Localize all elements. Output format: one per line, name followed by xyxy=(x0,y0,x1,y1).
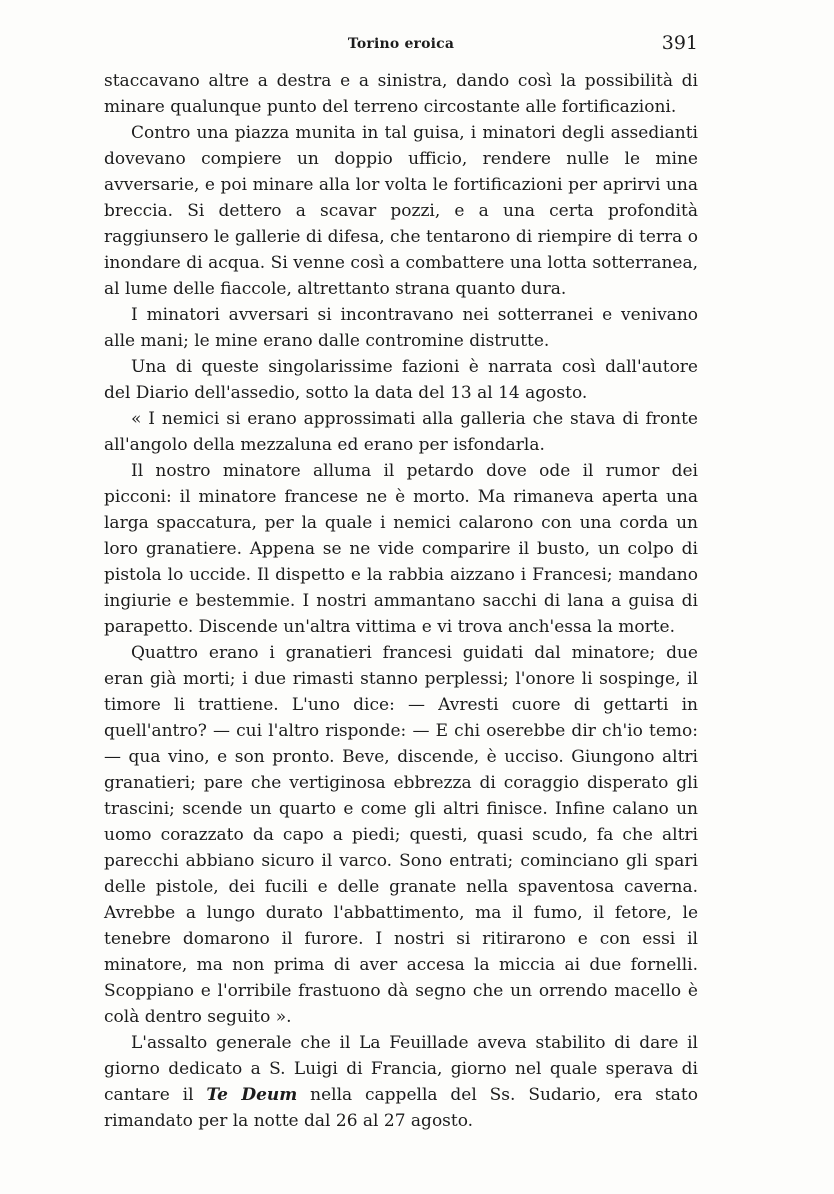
paragraph: I minatori avversari si incontravano nei sotterranei e venivano alle mani; le mine erano dalle contromine distrutte. xyxy=(104,305,698,351)
paragraph xyxy=(104,1030,698,1134)
paragraph: staccavano altre a destra e a sinistra, dando così la possibilità di minare qualunque punto del terreno circostante alle fortificazioni. xyxy=(104,71,698,117)
italic-title: Te Deum xyxy=(206,1085,298,1105)
paragraph: Una di queste singolarissime fazioni è narrata così dall'autore del Diario dell'assedio, sotto la data del 13 al 14 agosto. xyxy=(104,357,698,403)
running-title: Torino eroica xyxy=(347,36,455,52)
paragraph-text: L'assalto generale che il La Feuillade aveva stabilito di dare il giorno dedicato a S. Luigi di Francia, giorno nel quale sperava di cantare il xyxy=(104,1033,698,1105)
quote-paragraph: « I nemici si erano approssimati alla galleria che stava di fronte all'angolo della mezzaluna ed erano per isfondarla. xyxy=(104,409,698,455)
body-text xyxy=(104,68,698,1134)
paragraph-text: nella cappella del Ss. Sudario, era stato rimandato per la notte dal 26 al 27 agosto. xyxy=(104,1085,698,1131)
page-header xyxy=(104,32,698,58)
quote-paragraph: Quattro erano i granatieri francesi guidati dal minatore; due eran già morti; i due rimasti stanno perplessi; l'onore li sospinge, il timore li trattiene. L'uno dice: — Avresti cuore di gettarti in quell'antro? — cui l'altro risponde: — E chi oserebbe dir ch'io temo: — qua vino, e son pronto. Beve, discende, è ucciso. Giungono altri granatieri; pare che vertiginosa ebbrezza di coraggio disperato gli trascini; scende un quarto e come gli altri finisce. Infine calano un uomo corazzato da capo a piedi; questi, quasi scudo, fa che altri parecchi abbiano sicuro il varco. Sono entrati; cominciano gli spari delle pistole, dei fucili e delle granate nella spaventosa caverna. Avrebbe a lungo durato l'abbattimento, ma il fumo, il fetore, le tenebre domarono il furore. I nostri si ritirarono e con essi il minatore, ma non prima di aver accesa la miccia ai due fornelli. Scoppiano e l'orribile frastuono dà segno che un orrendo macello è colà dentro seguito ». xyxy=(104,643,698,1027)
paragraph: Contro una piazza munita in tal guisa, i minatori degli assedianti dovevano compiere un doppio ufficio, rendere nulle le mine avversarie, e poi minare alla lor volta le fortificazioni per aprirvi una breccia. Si dettero a scavar pozzi, e a una certa profondità raggiunsero le gallerie di difesa, che tentarono di riempire di terra o inondare di acqua. Si venne così a combattere una lotta sotterranea, al lume delle fiaccole, altrettanto strana quanto dura. xyxy=(104,123,698,299)
quote-paragraph: Il nostro minatore alluma il petardo dove ode il rumor dei picconi: il minatore francese ne è morto. Ma rimaneva aperta una larga spaccatura, per la quale i nemici calarono con una corda un loro granatiere. Appena se ne vide comparire il busto, un colpo di pistola lo uccide. Il dispetto e la rabbia aizzano i Francesi; mandano ingiurie e bestemmie. I nostri ammantano sacchi di lana a guisa di parapetto. Discende un'altra vittima e vi trova anch'essa la morte. xyxy=(104,461,698,637)
page-number: 391 xyxy=(661,32,698,54)
